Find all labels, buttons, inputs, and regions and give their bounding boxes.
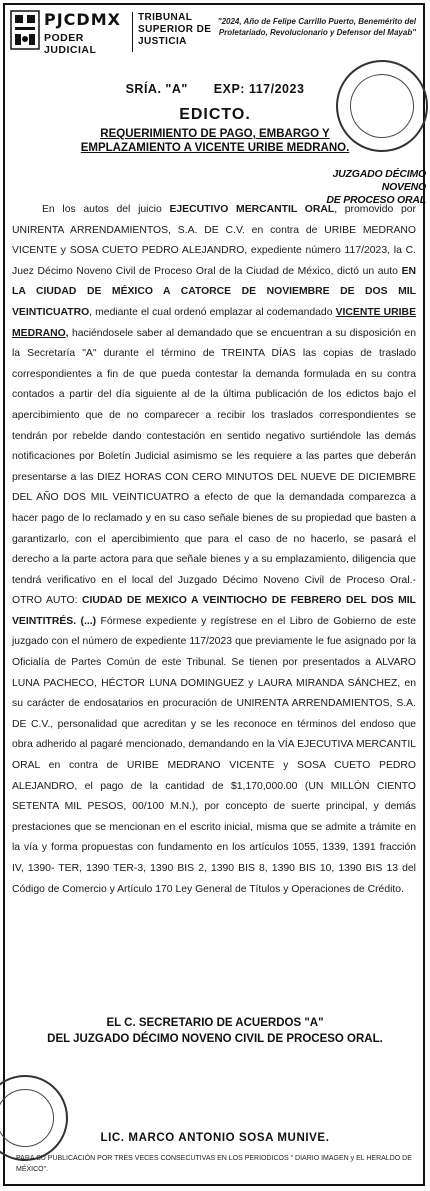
edict-body: En los autos del juicio EJECUTIVO MERCANTIL ORAL, promovido por UNIRENTA ARRENDAMIENTOS, S.A. DE C.V. en contra de URIBE MEDRANO VICENTE y SOSA CUETO PEDRO ALEJANDRO, expediente número 117/2023, la C. Juez Décimo Noveno Civil de Proceso Oral de la Ciudad de México, dictó un auto EN LA CIUDAD DE MÉXICO A CATORCE DE NOVIEMBRE DE DOS MIL VEINTICUATRO, mediante el cual ordenó emplazar al codemandado VICENTE URIBE MEDRANO, haciéndosele saber al demandado que se encuentran a su disposición en la Secretaría "A" durante el término de TREINTA DÍAS las copias de traslado correspondientes a fin de que pueda contestar la demanda formulada en su contra contados a partir del día siguiente al de la última publicación de los edictos bajo el apercibimiento que de no comparecer a recibir los traslados correspondientes se tendrán por rebelde dando contestación en sentido negativo surtiéndole las demás notificaciones por Boletín Judicial asimismo se les requiere a las partes que deberán presentarse a las DIEZ HORAS CON CERO MINUTOS DEL NUEVE DE DICIEMBRE DEL AÑO DOS MIL VEINTICUATRO a efecto de que la demandada comparezca a hacer pago de lo reclamado y en su caso señale bienes de su propiedad que basten a garantizarlo, con el apercibimiento que para el caso de no hacerlo, se pasará el derecho a la parte actora para que señale bienes y a su emplazamiento, diligencia que tendrá verificativo en el local del Juzgado Décimo Noveno Civil de Proceso Oral.- OTRO AUTO: CIUDAD DE MEXICO A VEINTIOCHO DE FEBRERO DEL DOS MIL VEINTITRÉS. (...) Fórmese expediente y regístrese en el Libro de Gobierno de este juzgado con el número de expediente 117/2023 que previamente le fue asignado por la Oficialía de Partes Común de este Tribunal. Se tienen por presentados a ALVARO LUNA PACHECO, HÉCTOR LUNA DOMINGUEZ y LAURA MIRANDA SÁNCHEZ, en su carácter de endosatarios en procuración de UNIRENTA ARRENDAMIENTOS, S.A. DE C.V., personalidad que acreditan y se les reconoce en términos del endoso que obra adherido al pagaré mencionado, demandando en la VÍA EJECUTIVA MERCANTIL ORAL en contra de URIBE MEDRANO VICENTE y SOSA CUETO PEDRO ALEJANDRO, el pago de la cantidad de $1,170,000.00 (UN MILLÓN CIENTO SETENTA MIL PESOS, 00/100 M.N.), por concepto de suerte principal, y demás prestaciones que se mencionan en el escrito inicial, misma que se admite a trámite en la vía y forma propuestas con fundamento en los artículos 1055, 1339, 1391 fracción IV, 1390- TER, 1390 TER-3, 1390 BIS 2, 1390 BIS 8, 1390 BIS 10, 1390 BIS 13 del Código de Comercio y Artículo 170 Ley General de Títulos y Operaciones de Crédito. xyxy=(12,204,417,895)
signature-title-line1: EL C. SECRETARIO DE ACUERDOS "A" xyxy=(106,1017,324,1029)
court-stamp-text: JUZGADO DÉCIMO NOVENO DE PROCESO ORAL xyxy=(326,168,426,206)
header-divider xyxy=(132,12,133,52)
tribunal-name: TRIBUNAL SUPERIOR DE JUSTICIA xyxy=(138,12,212,47)
logo-wordmark: PJCDMX xyxy=(44,10,121,29)
year-motto: "2024, Año de Felipe Carrillo Puerto, Benemérito del Proletariado, Revolucionario y Defensor del Mayab" xyxy=(217,17,416,37)
signature-block xyxy=(0,1015,430,1047)
logo-subtitle: PODER JUDICIAL xyxy=(44,32,97,56)
signature-title-line2: DEL JUZGADO DÉCIMO NOVENO CIVIL DE PROCESO ORAL. xyxy=(47,1033,383,1045)
court-emblem-icon xyxy=(10,10,40,50)
signer-name: LIC. MARCO ANTONIO SOSA MUNIVE. xyxy=(100,1132,330,1144)
case-reference xyxy=(0,82,430,96)
secretaria-label: SRÍA. "A" xyxy=(125,82,188,96)
expediente-number: EXP: 117/2023 xyxy=(213,82,305,96)
letterhead xyxy=(6,8,418,58)
document-subtitle: REQUERIMIENTO DE PAGO, EMBARGO Y EMPLAZAMIENTO A VICENTE URIBE MEDRANO. xyxy=(80,128,350,154)
pjcdmx-logo xyxy=(10,10,128,54)
document-title: EDICTO. xyxy=(179,106,251,123)
publication-note: PARA SU PUBLICACIÓN POR TRES VECES CONSECUTIVAS EN LOS PERIODICOS " DIARIO IMAGEN y EL HERALDO DE MÉXICO". xyxy=(16,1155,412,1173)
